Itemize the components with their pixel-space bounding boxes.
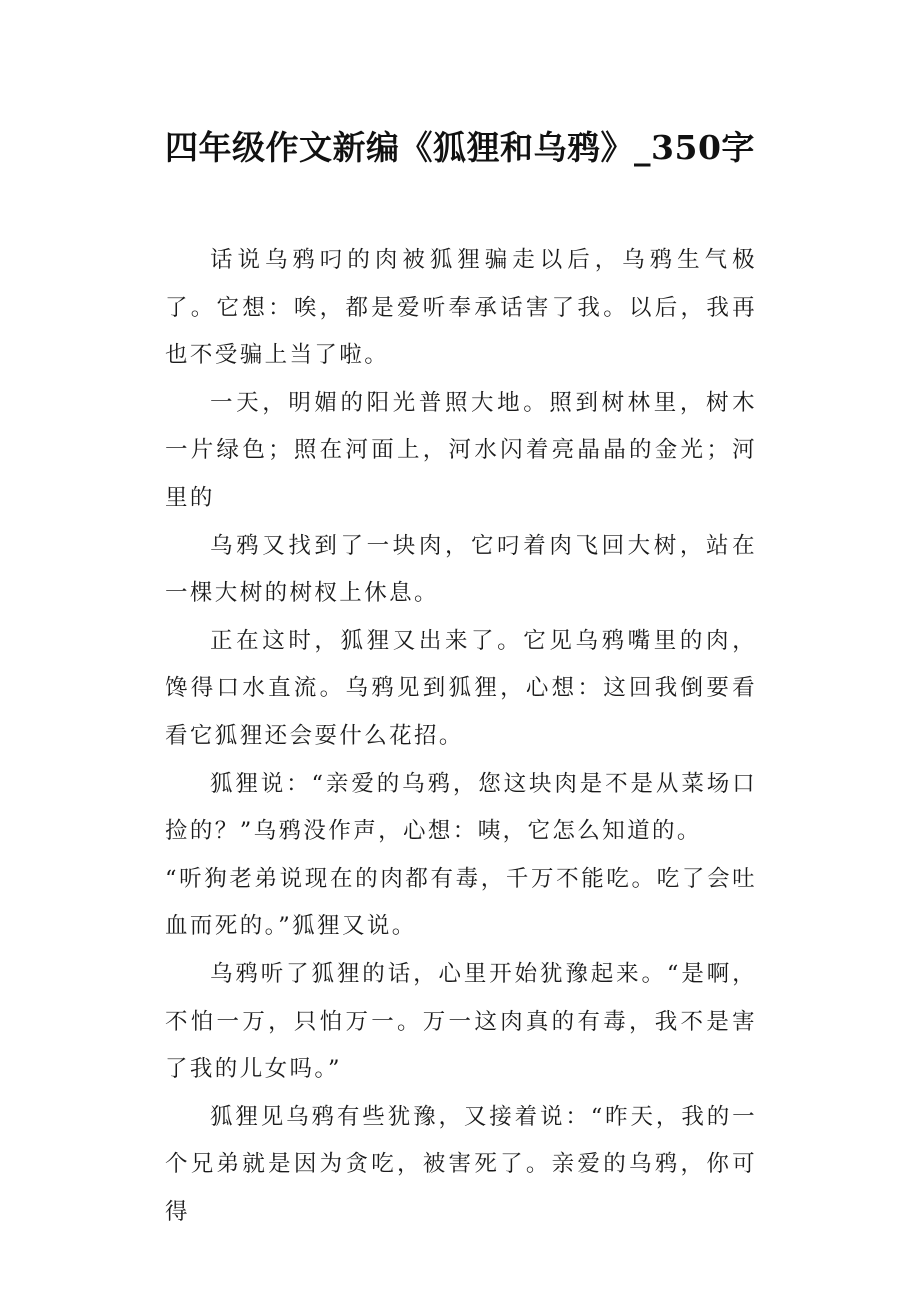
document-title: 四年级作文新编《狐狸和乌鸦》_350字 xyxy=(165,128,755,167)
paragraph: 狐狸见乌鸦有些犹豫，又接着说：“昨天，我的一个兄弟就是因为贪吃，被害死了。亲爱的乌鸦，你可得 xyxy=(165,1103,757,1225)
paragraph: 话说乌鸦叼的肉被狐狸骗走以后，乌鸦生气极了。它想：唉，都是爱听奉承话害了我。以后，我再也不受骗上当了啦。 xyxy=(165,247,757,369)
paragraph: 乌鸦听了狐狸的话，心里开始犹豫起来。“是啊，不怕一万，只怕万一。万一这肉真的有毒，我不是害了我的儿女吗。” xyxy=(165,960,757,1083)
paragraph: 乌鸦又找到了一块肉，它叼着肉飞回大树，站在一棵大树的树杈上休息。 xyxy=(165,532,757,607)
paragraph: 一天，明媚的阳光普照大地。照到树林里，树木一片绿色；照在河面上，河水闪着亮晶晶的金光；河里的 xyxy=(165,389,757,511)
document-body xyxy=(165,237,757,1236)
paragraph: 狐狸说：“亲爱的乌鸦，您这块肉是不是从菜场口捡的？”乌鸦没作声，心想：咦，它怎么知道的。 xyxy=(165,770,757,845)
paragraph: 正在这时，狐狸又出来了。它见乌鸦嘴里的肉，馋得口水直流。乌鸦见到狐狸，心想：这回我倒要看看它狐狸还会耍什么花招。 xyxy=(165,627,757,749)
paragraph: “听狗老弟说现在的肉都有毒，千万不能吃。吃了会吐血而死的。”狐狸又说。 xyxy=(165,865,757,940)
